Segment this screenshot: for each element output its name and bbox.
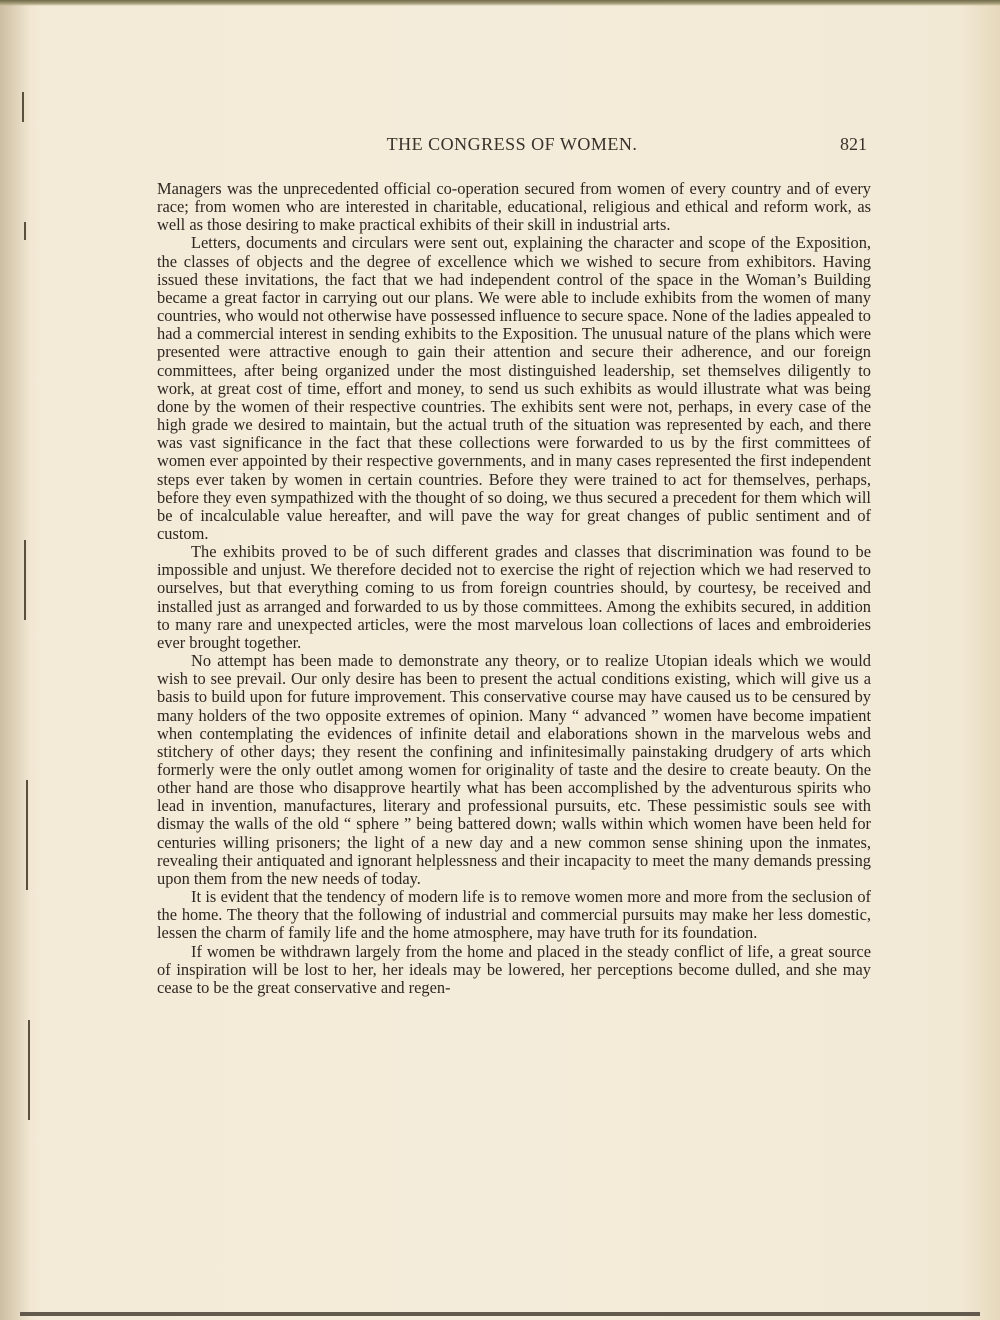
paragraph: Letters, documents and circulars were sent out, explaining the character and scope of the Exposition, the classes of objects and the degree of excellence which we wished to secure from exhibitors. Having issued these invitations, the fact that we had independent control of the space in the Woman’s Building became a great factor in carrying out our plans. We were able to include exhibits from the women of many countries, who would not otherwise have possessed influence to secure space. None of the ladies appealed to had a commercial interest in sending exhibits to the Exposition. The unusual nature of the plans which were presented were attractive enough to gain their attention and secure their adherence, and our foreign committees, after being organized under the most distinguished leadership, set themselves diligently to work, at great cost of time, effort and money, to send us such exhibits as would illustrate what was being done by the women of their respective countries. The exhibits sent were not, perhaps, in every case of the high grade we desired to maintain, but the actual truth of the situation was represented by each, and there was vast significance in the fact that these collections were forwarded to us by the first committees of women ever appointed by their respective governments, and in many cases represented the first independent steps ever taken by women in certain countries. Before they were trained to act for themselves, perhaps, before they even sympathized with the thought of so doing, we thus secured a precedent for them which will be of incalculable value hereafter, and will pave the way for great changes of public sentiment and of custom. bbox=[157, 233, 871, 543]
margin-mark bbox=[24, 222, 26, 240]
page-header bbox=[157, 134, 867, 158]
body-text bbox=[157, 180, 871, 997]
paragraph: The exhibits proved to be of such different grades and classes that discrimination was found to be impossible and unjust. We therefore decided not to exercise the right of rejection which we had reserved to ourselves, but that everything coming to us from foreign countries should, by courtesy, be received and installed just as arranged and forwarded to us by those committees. Among the exhibits secured, in addition to many rare and unexpected articles, were the most marvelous loan collections of laces and embroideries ever brought together. bbox=[157, 542, 871, 652]
paragraph: No attempt has been made to demonstrate any theory, or to realize Utopian ideals which we would wish to see prevail. Our only desire has been to present the actual conditions existing, which will give us a basis to build upon for future improvement. This conservative course may have caused us to be censured by many holders of the two opposite extremes of opinion. Many “ advanced ” women have become impatient when contemplating the evidences of infinite detail and elaborations shown in the marvelous webs and stitchery of other days; they resent the confining and infinitesimally painstaking drudgery of arts which formerly were the only outlet among women for originality of taste and the desire to create beauty. On the other hand are those who disapprove heartily what has been accomplished by the adventurous spirits who lead in invention, manufactures, literary and professional pursuits, etc. These pessimistic souls see with dismay the walls of the old “ sphere ” being battered down; walls within which women have been held for centuries willing prisoners; the light of a new day and a new common sense shining upon the inmates, revealing their antiquated and ignorant helplessness and their incapacity to meet the many demands pressing upon them from the new needs of today. bbox=[157, 651, 871, 888]
page-bottom-edge bbox=[20, 1312, 980, 1316]
paragraph: It is evident that the tendency of modern life is to remove women more and more from the seclusion of the home. The theory that the following of industrial and commercial pursuits may make her less domestic, lessen the charm of family life and the home atmosphere, may have truth for its foundation. bbox=[157, 887, 871, 943]
paragraph: If women be withdrawn largely from the home and placed in the steady conflict of life, a great source of inspiration will be lost to her, her ideals may be lowered, her perceptions become dulled, and she may cease to be the great conservative and regen- bbox=[157, 941, 871, 997]
margin-mark bbox=[28, 1020, 30, 1120]
margin-mark bbox=[26, 780, 28, 890]
binding-shadow bbox=[0, 0, 30, 1320]
margin-mark bbox=[24, 540, 26, 620]
running-title: THE CONGRESS OF WOMEN. bbox=[386, 134, 638, 154]
margin-mark bbox=[22, 92, 24, 122]
page-number: 821 bbox=[840, 134, 867, 154]
paragraph: Managers was the unprecedented official co-operation secured from women of every country and of every race; from women who are interested in charitable, educational, religious and ethical and reform work, as well as those desiring to make practical exhibits of their skill in industrial arts. bbox=[157, 179, 871, 235]
page-top-edge bbox=[0, 0, 1000, 6]
